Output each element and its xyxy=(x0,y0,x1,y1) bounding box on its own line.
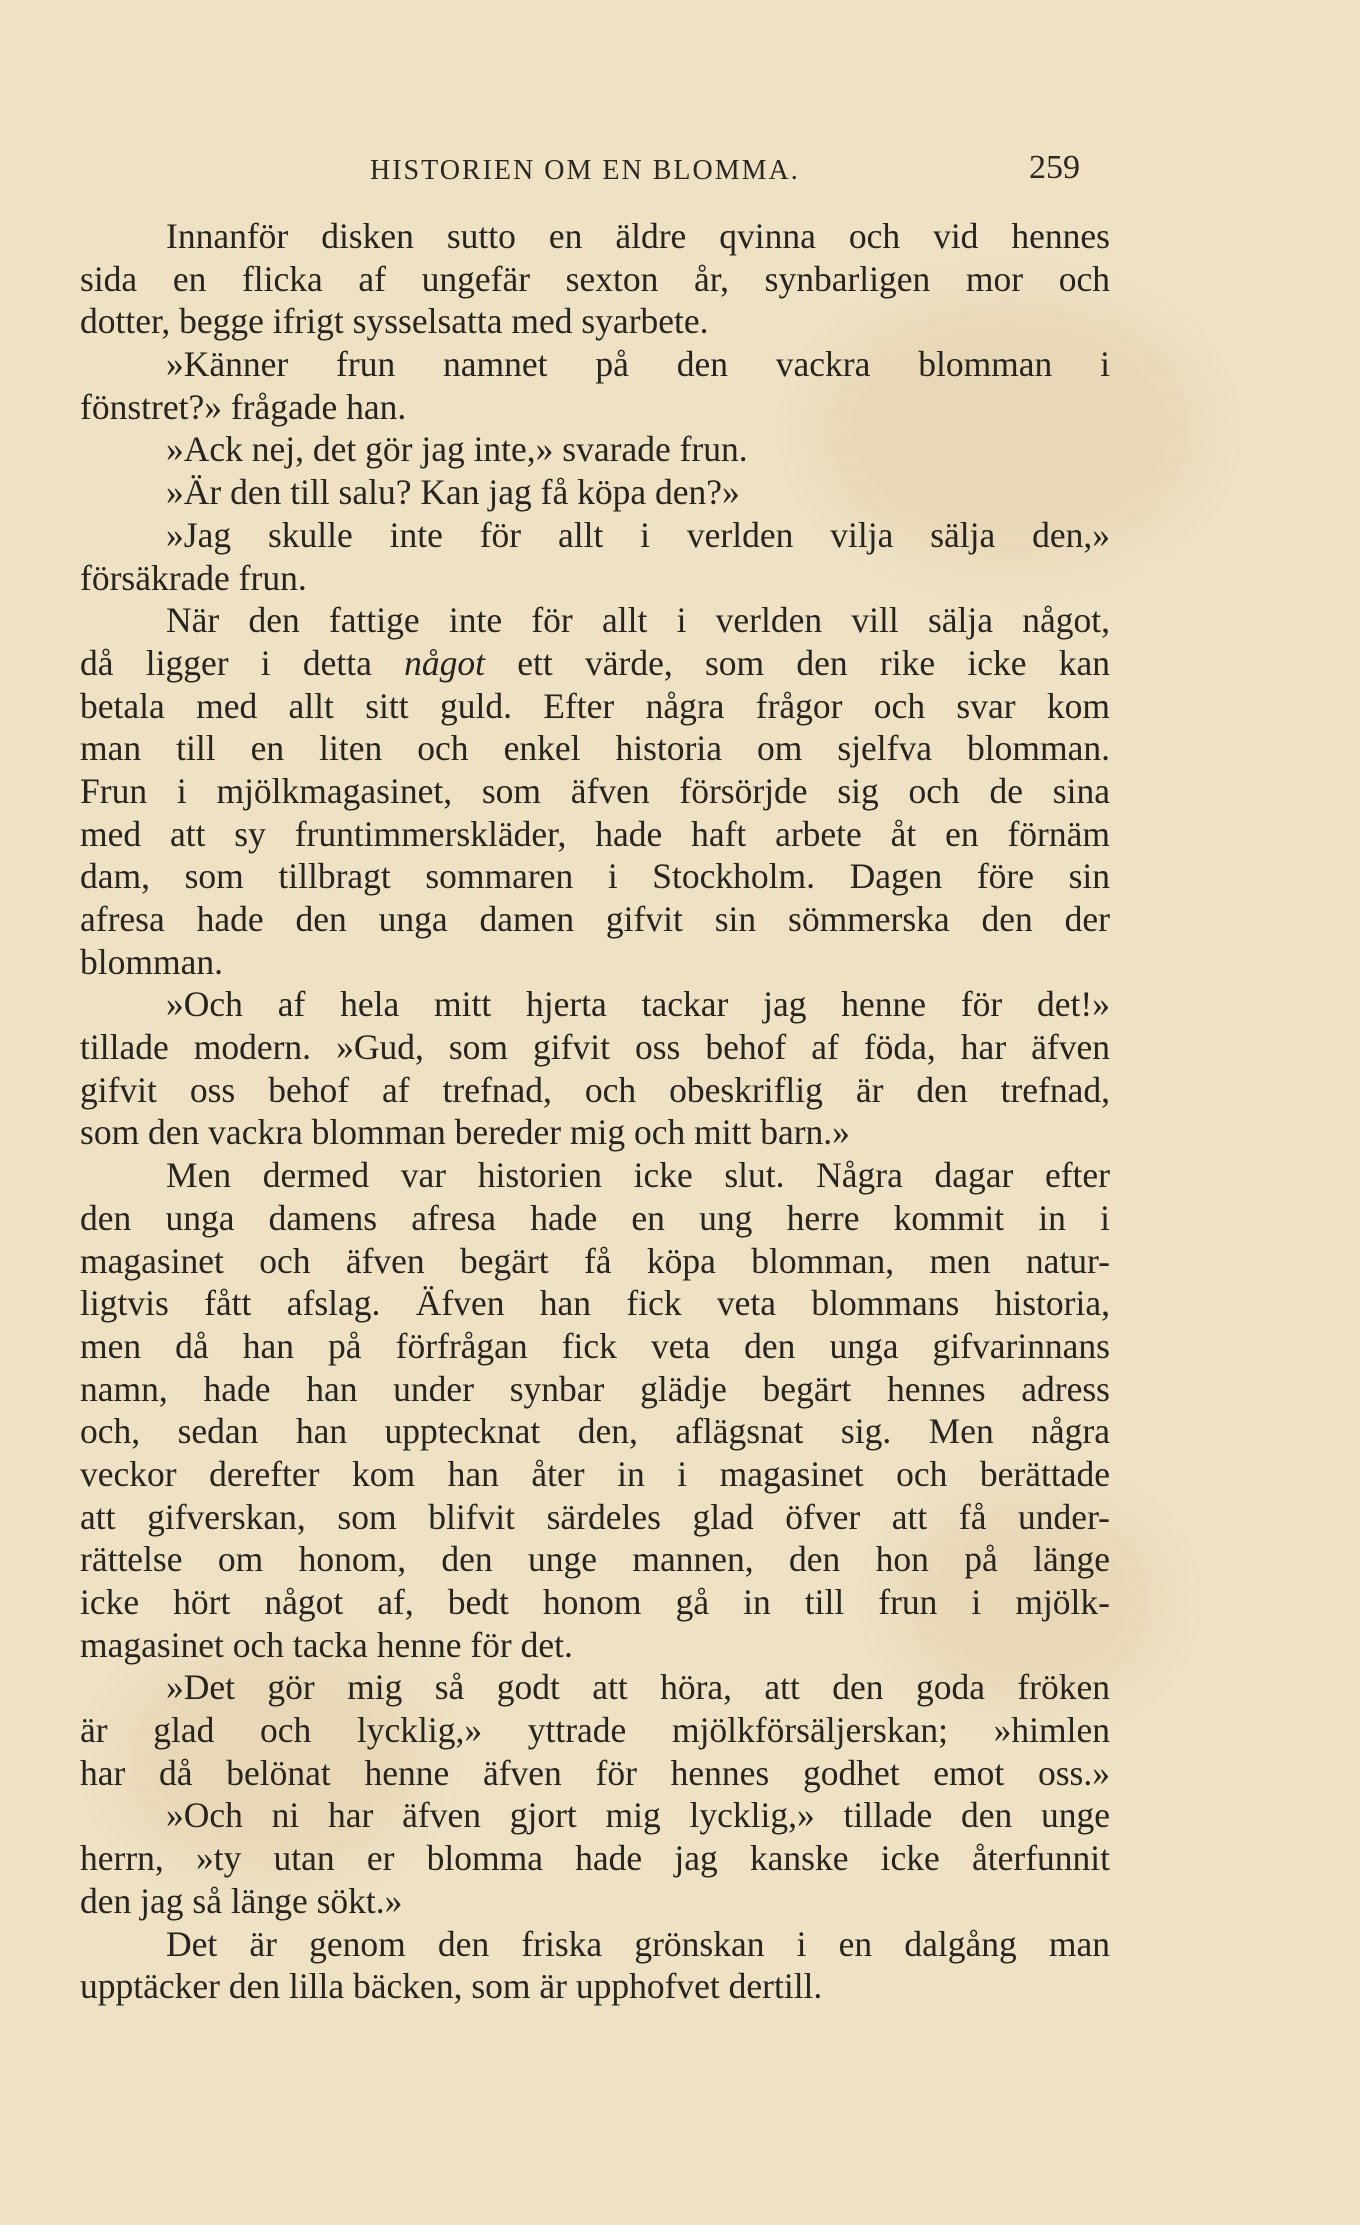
text-line xyxy=(80,1240,1110,1283)
text-segment: den unga damens afresa hade en ung herre kommit in i xyxy=(80,1197,1110,1238)
text-line xyxy=(80,1368,1110,1411)
text-segment: »Och af hela mitt hjerta tackar jag henne för det!» xyxy=(166,984,1110,1025)
text-segment: ett värde, som den rike icke kan xyxy=(485,642,1110,683)
text-segment: afresa hade den unga damen gifvit sin sömmerska den der xyxy=(80,899,1110,939)
text-segment: fönstret?» frågade han. xyxy=(80,386,407,427)
text-line xyxy=(80,1026,1110,1069)
text-segment: blomman. xyxy=(80,941,223,982)
text-line xyxy=(80,471,1110,514)
text-segment: gifvit oss behof af trefnad, och obeskriflig är den trefnad, xyxy=(80,1069,1110,1110)
text-segment: Innanför disken sutto en äldre qvinna och vid hennes xyxy=(166,216,1110,256)
text-line xyxy=(80,1666,1110,1709)
text-line xyxy=(80,1709,1110,1752)
text-segment: rättelse om honom, den unge mannen, den hon på länge xyxy=(80,1539,1110,1580)
text-line xyxy=(80,1923,1110,1966)
text-line xyxy=(80,1325,1110,1368)
text-segment: tillade modern. »Gud, som gifvit oss behof af föda, har äfven xyxy=(80,1027,1110,1068)
text-segment: med att sy fruntimmerskläder, hade haft arbete åt en förnäm xyxy=(80,813,1110,854)
text-line xyxy=(80,898,1110,941)
text-segment: att gifverskan, som blifvit särdeles glad öfver att få under- xyxy=(80,1496,1110,1537)
text-line xyxy=(80,514,1110,557)
text-line xyxy=(80,215,1110,258)
text-segment: man till en liten och enkel historia om sjelfva blomman. xyxy=(80,728,1110,769)
text-line xyxy=(80,1111,1110,1154)
text-line xyxy=(80,941,1110,984)
text-line xyxy=(80,1752,1110,1795)
text-line xyxy=(80,642,1110,685)
text-segment: magasinet och tacka henne för det. xyxy=(80,1624,573,1665)
text-line xyxy=(80,1496,1110,1539)
text-line xyxy=(80,343,1110,386)
text-segment: När den fattige inte för allt i verlden vill sälja något, xyxy=(166,600,1110,641)
text-segment: sida en flicka af ungefär sexton år, synbarligen mor och xyxy=(80,258,1110,299)
text-line xyxy=(80,386,1110,429)
text-line xyxy=(80,1624,1110,1667)
text-line xyxy=(80,1538,1110,1581)
text-line xyxy=(80,1880,1110,1923)
page-header xyxy=(370,145,1080,195)
text-segment: Frun i mjölkmagasinet, som äfven försörjde sig och de sina xyxy=(80,770,1110,811)
text-line xyxy=(80,1069,1110,1112)
text-line xyxy=(80,1410,1110,1453)
text-segment: som den vackra blomman bereder mig och mitt barn.» xyxy=(80,1112,850,1153)
text-line xyxy=(80,1837,1110,1880)
italic-text-segment: något xyxy=(404,642,486,683)
text-segment: upptäcker den lilla bäcken, som är upphofvet dertill. xyxy=(80,1966,823,2007)
text-segment: magasinet och äfven begärt få köpa blomman, men natur- xyxy=(80,1240,1110,1281)
text-segment: »Känner frun namnet på den vackra blomman i xyxy=(166,344,1110,385)
text-segment: men då han på förfrågan fick veta den unga gifvarinnans xyxy=(80,1325,1110,1366)
text-segment: namn, hade han under synbar glädje begärt hennes adress xyxy=(80,1368,1110,1409)
text-line xyxy=(80,855,1110,898)
text-segment: »Är den till salu? Kan jag få köpa den?» xyxy=(166,472,740,513)
text-segment: är glad och lycklig,» yttrade mjölkförsäljerskan; »himlen xyxy=(80,1710,1110,1751)
text-line xyxy=(80,727,1110,770)
text-segment: har då belönat henne äfven för hennes godhet emot oss.» xyxy=(80,1752,1110,1793)
text-line xyxy=(80,1282,1110,1325)
text-line xyxy=(80,1794,1110,1837)
text-line xyxy=(80,685,1110,728)
text-line xyxy=(80,599,1110,642)
text-segment: »Jag skulle inte för allt i verlden vilja sälja den,» xyxy=(166,514,1110,555)
text-line xyxy=(80,983,1110,1026)
text-segment: Det är genom den friska grönskan i en dalgång man xyxy=(166,1923,1110,1964)
running-head: HISTORIEN OM EN BLOMMA. xyxy=(370,155,800,186)
page-number: 259 xyxy=(1029,149,1080,186)
text-line xyxy=(80,1197,1110,1240)
text-segment: betala med allt sitt guld. Efter några frågor och svar kom xyxy=(80,685,1110,726)
text-segment: dotter, begge ifrigt sysselsatta med syarbete. xyxy=(80,301,709,342)
text-line xyxy=(80,428,1110,471)
text-line xyxy=(80,813,1110,856)
text-line xyxy=(80,1154,1110,1197)
text-line xyxy=(80,1581,1110,1624)
text-segment: »Det gör mig så godt att höra, att den goda fröken xyxy=(166,1667,1110,1708)
text-segment: »Ack nej, det gör jag inte,» svarade frun. xyxy=(166,429,748,470)
text-segment: den jag så länge sökt.» xyxy=(80,1880,403,1921)
text-segment: »Och ni har äfven gjort mig lycklig,» tillade den unge xyxy=(166,1795,1110,1836)
text-segment: herrn, »ty utan er blomma hade jag kanske icke återfunnit xyxy=(80,1838,1110,1879)
text-segment: ligtvis fått afslag. Äfven han fick veta blommans historia, xyxy=(80,1283,1110,1324)
text-line xyxy=(80,557,1110,600)
text-segment: dam, som tillbragt sommaren i Stockholm. Dagen före sin xyxy=(80,856,1110,897)
text-segment: då ligger i detta xyxy=(80,642,405,683)
text-segment: veckor derefter kom han åter in i magasinet och berättade xyxy=(80,1453,1110,1494)
text-segment: försäkrade frun. xyxy=(80,557,307,598)
text-line xyxy=(80,1453,1110,1496)
text-segment: och, sedan han upptecknat den, aflägsnat sig. Men några xyxy=(80,1411,1110,1452)
text-segment: Men dermed var historien icke slut. Några dagar efter xyxy=(166,1155,1110,1196)
text-line xyxy=(80,1965,1110,2008)
text-line xyxy=(80,300,1110,343)
body-text xyxy=(80,215,1110,2008)
text-line xyxy=(80,770,1110,813)
text-line xyxy=(80,258,1110,301)
text-segment: icke hört något af, bedt honom gå in till frun i mjölk- xyxy=(80,1582,1110,1622)
